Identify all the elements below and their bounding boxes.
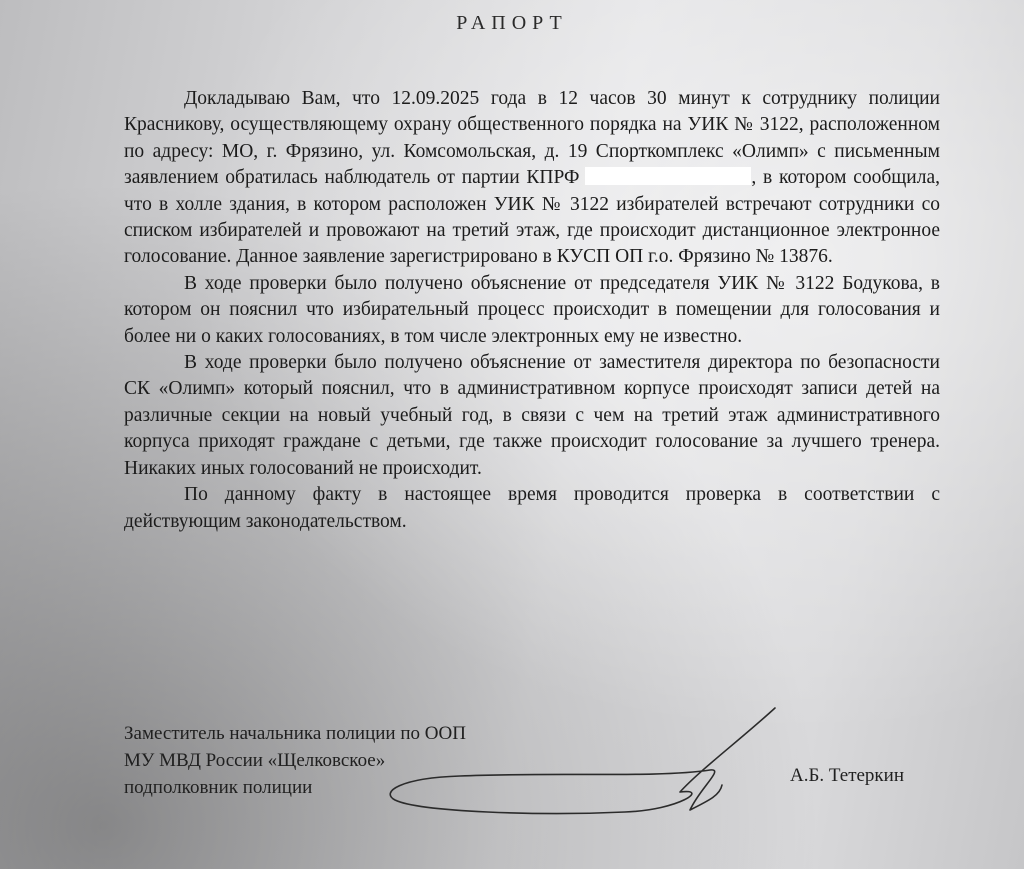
- paragraph-4: По данному факту в настоящее время проводится проверка в соответствии с действующим законодательством.: [124, 484, 940, 532]
- document-body: [124, 86, 940, 535]
- redaction-block: [585, 167, 751, 185]
- paragraph-1: [124, 86, 940, 271]
- handwritten-signature: [380, 700, 800, 830]
- signer-rank: подполковник полиции: [124, 777, 313, 798]
- paragraph-1-text-b: , в котором сообщила, что в холле здания, в котором расположен УИК № 3122 избирателей встречают сотрудники со списком избирателей и провожают на третий этаж, где происходит дистанционное электронное голосование. Данное заявление зарегистрировано в КУСП ОП г.о. Фрязино № 13876.: [124, 167, 940, 268]
- paragraph-2: В ходе проверки было получено объяснение от председателя УИК № 3122 Бодукова, в котором он пояснил что избирательный процесс происходит в помещении для голосования и более ни о каких голосованиях, в том числе электронных ему не известно.: [124, 272, 940, 347]
- paragraph-1-text-a: Докладываю Вам, что 12.09.2025 года в 12 часов 30 минут к сотруднику полиции Красникову, осуществляющему охрану общественного порядка на УИК № 3122, расположенном по адресу: МО, г. Фрязино, ул. Комсомольская, д. 19 Спорткомплекс «Олимп» с письменным заявлением обратилась наблюдатель от партии КПРФ: [124, 88, 940, 189]
- signer-position-line2: МУ МВД России «Щелковское»: [124, 750, 386, 771]
- document-title: РАПОРТ: [456, 12, 568, 34]
- paragraph-3: В ходе проверки было получено объяснение от заместителя директора по безопасности СК «Олимп» который пояснил, что в административном корпусе происходят записи детей на различные секции на новый учебный год, в связи с чем на третий этаж административного корпуса приходят граждане с детьми, где также происходит голосование за лучшего тренера. Никаких иных голосований не происходит.: [124, 352, 940, 479]
- signer-name: А.Б. Тетеркин: [790, 765, 904, 786]
- signer-position-line1: Заместитель начальника полиции по ООП: [124, 723, 466, 744]
